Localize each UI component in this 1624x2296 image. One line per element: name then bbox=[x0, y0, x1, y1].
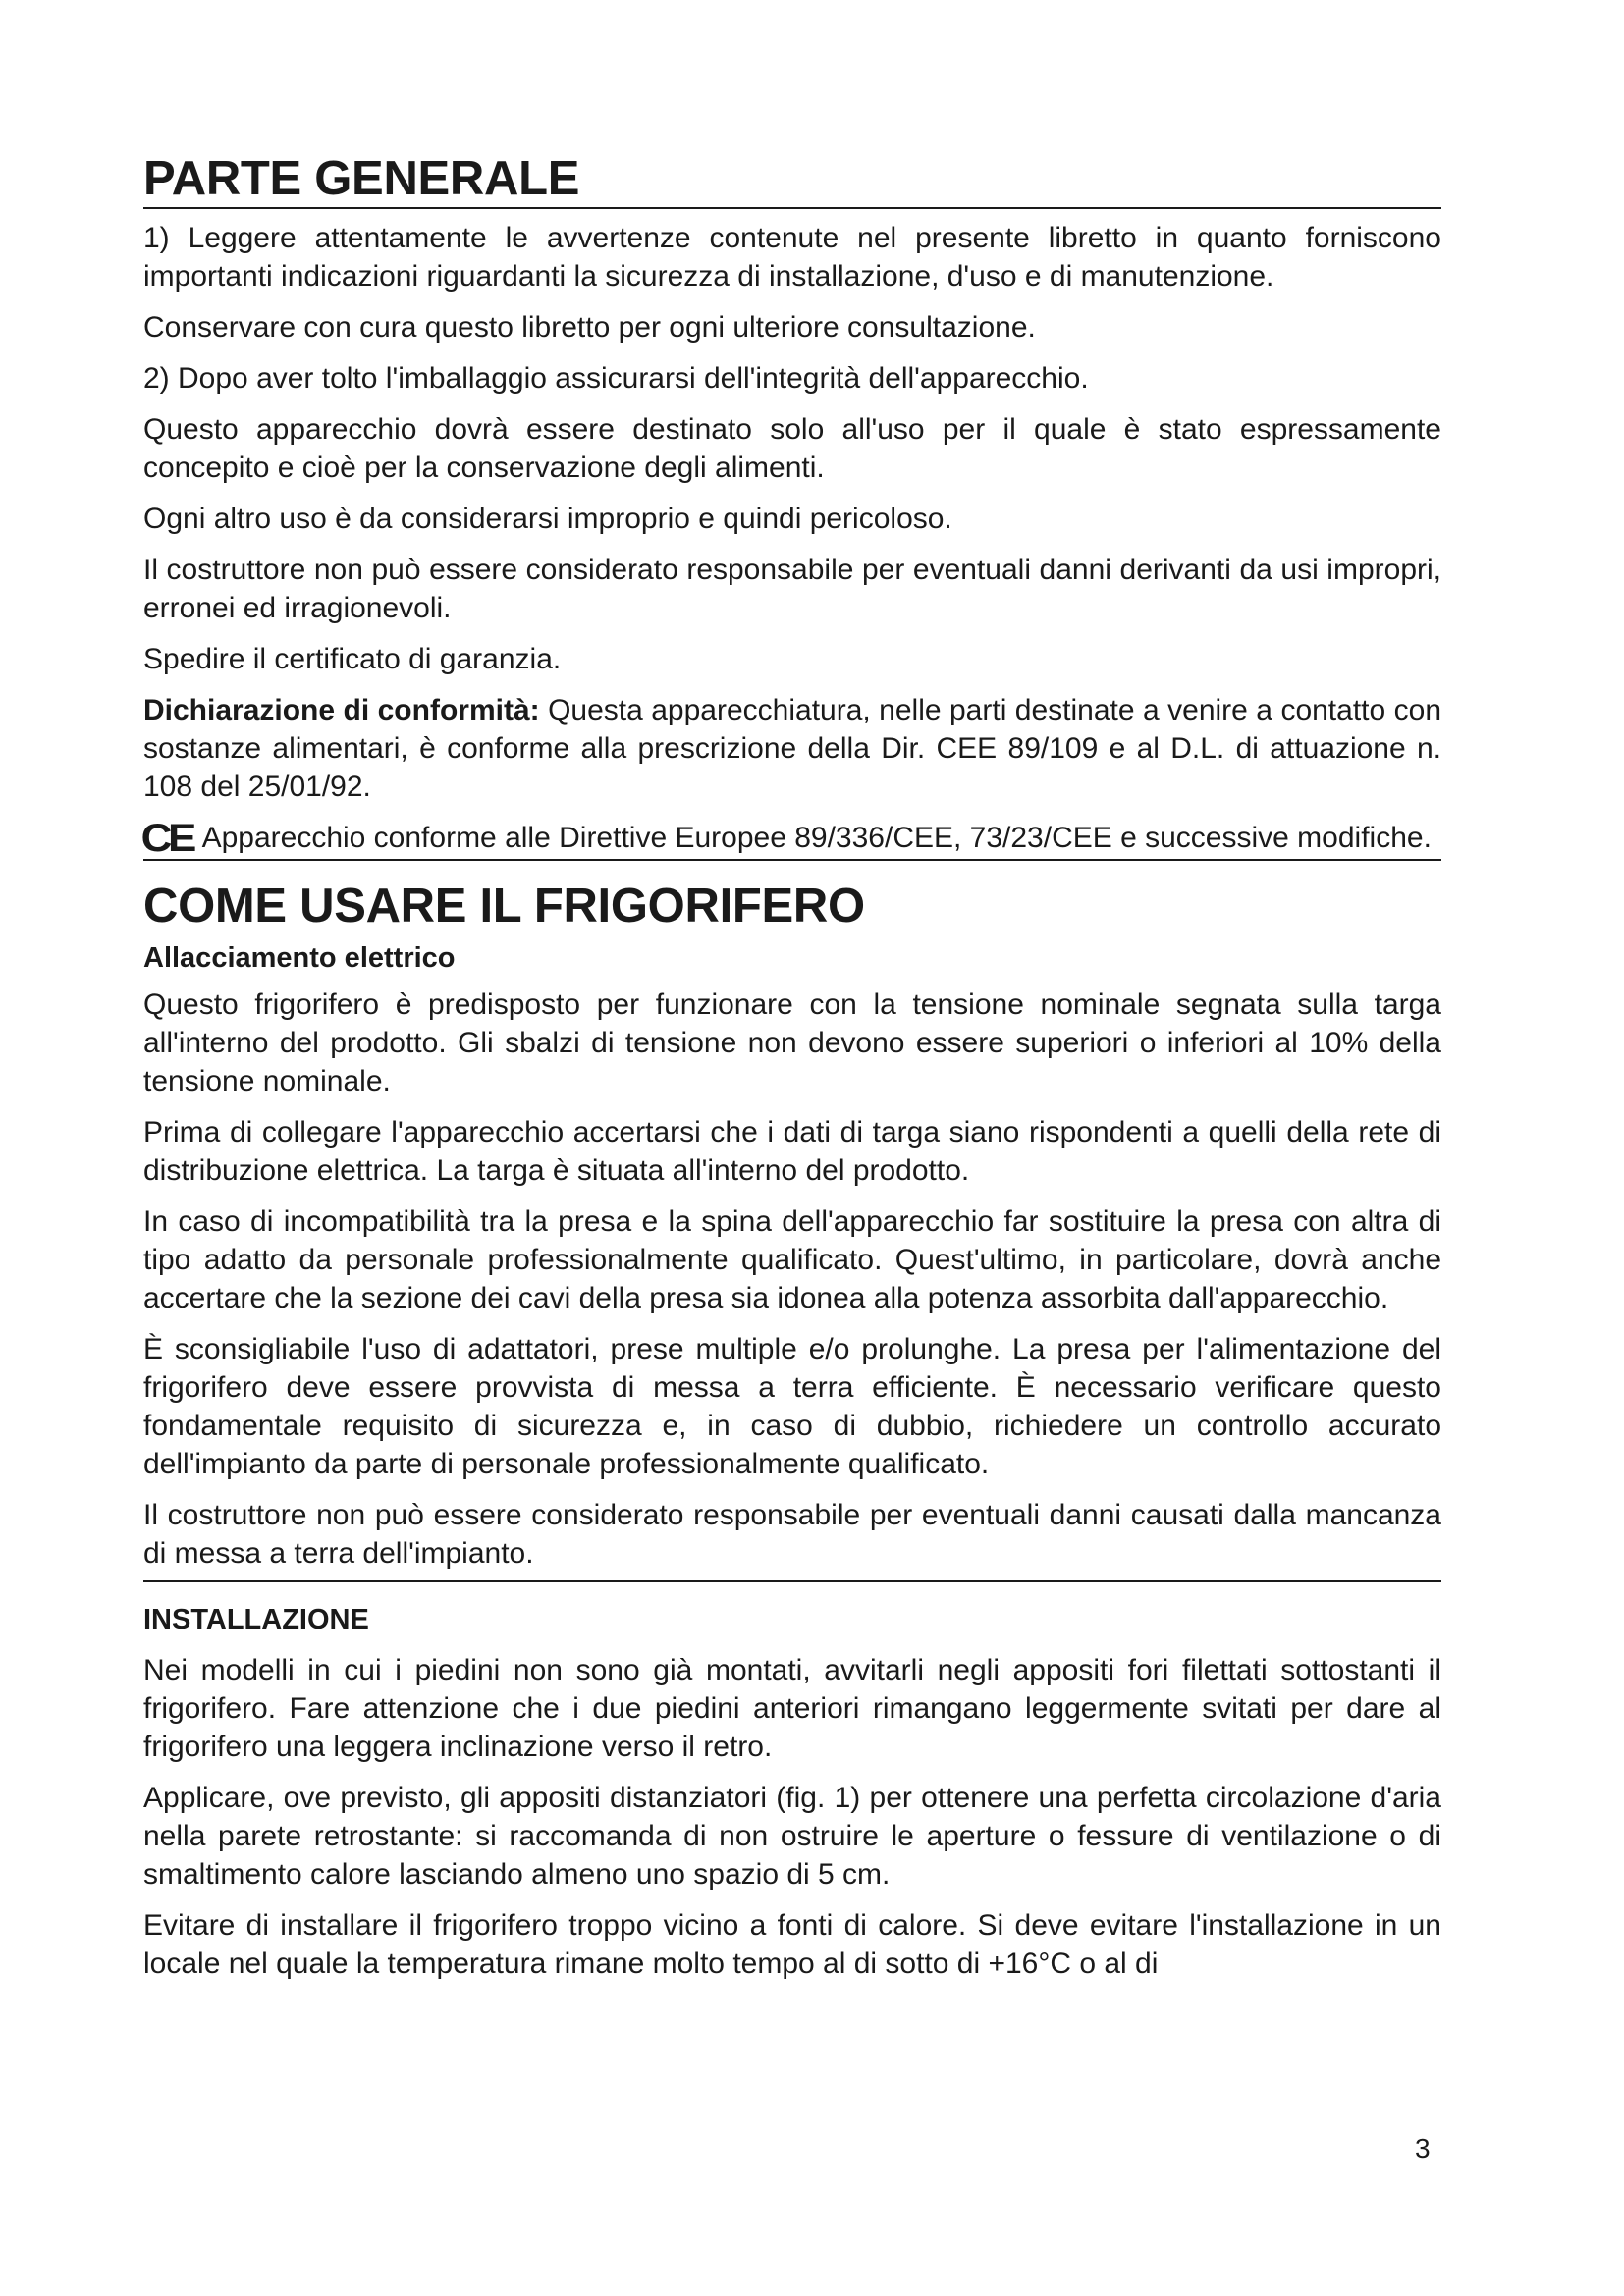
subsection-title-installazione: INSTALLAZIONE bbox=[143, 1604, 369, 1635]
paragraph: 2) Dopo aver tolto l'imballaggio assicurarsi dell'integrità dell'apparecchio. bbox=[143, 362, 1089, 395]
paragraph: Il costruttore non può essere considerato responsabile per eventuali danni derivanti da usi impropri, erronei ed irragionevoli. bbox=[143, 554, 1441, 624]
paragraph: Prima di collegare l'apparecchio accertarsi che i dati di targa siano rispondenti a quelli della rete di distribuzione elettrica. La targa è situata all'interno del prodotto. bbox=[143, 1116, 1441, 1187]
section-divider bbox=[143, 1580, 1441, 1582]
section-divider bbox=[143, 859, 1441, 861]
section-title-parte-generale: PARTE GENERALE bbox=[143, 155, 1441, 209]
ce-text: Apparecchio conforme alle Direttive Europee 89/336/CEE, 73/23/CEE e successive modifiche. bbox=[201, 822, 1432, 854]
paragraph: Evitare di installare il frigorifero troppo vicino a fonti di calore. Si deve evitare l'installazione in un locale nel quale la temperatura rimane molto tempo al di sotto di +16°C o al di bbox=[143, 1909, 1441, 1980]
paragraph: Conservare con cura questo libretto per ogni ulteriore consultazione. bbox=[143, 311, 1036, 344]
conformity-text: Questa apparecchiatura, nelle parti destinate a venire a contatto con sostanze alimentari, è conforme alla prescrizione della Dir. CEE 89/109 e al D.L. di attuazione n. 108 del 25/01/92. bbox=[143, 694, 1441, 803]
document-page bbox=[140, 152, 1441, 1996]
page-number: 3 bbox=[1415, 2133, 1431, 2163]
paragraph: È sconsigliabile l'uso di adattatori, prese multiple e/o prolunghe. La presa per l'alimentazione del frigorifero deve essere provvista di messa a terra efficiente. È necessario verificare questo fondamentale requisito di sicurezza e, in caso di dubbio, richiedere un controllo accurato dell'impianto da parte di personale professionalmente qualificato. bbox=[143, 1333, 1441, 1480]
paragraph: Il costruttore non può essere considerato responsabile per eventuali danni causati dalla mancanza di messa a terra dell'impianto. bbox=[143, 1499, 1441, 1570]
ce-statement bbox=[140, 817, 1441, 860]
paragraph: 1) Leggere attentamente le avvertenze contenute nel presente libretto in quanto forniscono importanti indicazioni riguardanti la sicurezza di installazione, d'uso e di manutenzione. bbox=[143, 222, 1441, 293]
paragraph: Nei modelli in cui i piedini non sono già montati, avvitarli negli appositi fori filettati sottostanti il frigorifero. Fare attenzione che i due piedini anteriori rimangano leggermente svitati per dare al frigorifero una leggera inclinazione verso il retro. bbox=[143, 1654, 1441, 1763]
paragraph: Spedire il certificato di garanzia. bbox=[143, 643, 562, 675]
conformity-label: Dichiarazione di conformità: bbox=[143, 694, 540, 726]
paragraph: Questo apparecchio dovrà essere destinato solo all'uso per il quale è stato espressamente concepito e cioè per la conservazione degli alimenti. bbox=[143, 413, 1441, 484]
conformity-declaration bbox=[143, 691, 1441, 806]
section-title-come-usare: COME USARE IL FRIGORIFERO bbox=[143, 880, 865, 933]
paragraph: Questo frigorifero è predisposto per funzionare con la tensione nominale segnata sulla targa all'interno del prodotto. Gli sbalzi di tensione non devono essere superiori o inferiori al 10% della tensione nominale. bbox=[143, 988, 1441, 1097]
ce-mark-icon: CE bbox=[140, 817, 192, 860]
paragraph: In caso di incompatibilità tra la presa e la spina dell'apparecchio far sostituire la presa con altra di tipo adatto da personale professionalmente qualificato. Quest'ultimo, in particolare, dovrà anche accertare che la sezione dei cavi della presa sia idonea alla potenza assorbita dall'apparecchio. bbox=[143, 1205, 1441, 1314]
subsection-title-allacciamento: Allacciamento elettrico bbox=[143, 942, 456, 974]
paragraph: Applicare, ove previsto, gli appositi distanziatori (fig. 1) per ottenere una perfetta circolazione d'aria nella parete retrostante: si raccomanda di non ostruire le aperture o fessure di ventilazione o di smaltimento calore lasciando almeno uno spazio di 5 cm. bbox=[143, 1782, 1441, 1891]
paragraph: Ogni altro uso è da considerarsi improprio e quindi pericoloso. bbox=[143, 503, 952, 535]
